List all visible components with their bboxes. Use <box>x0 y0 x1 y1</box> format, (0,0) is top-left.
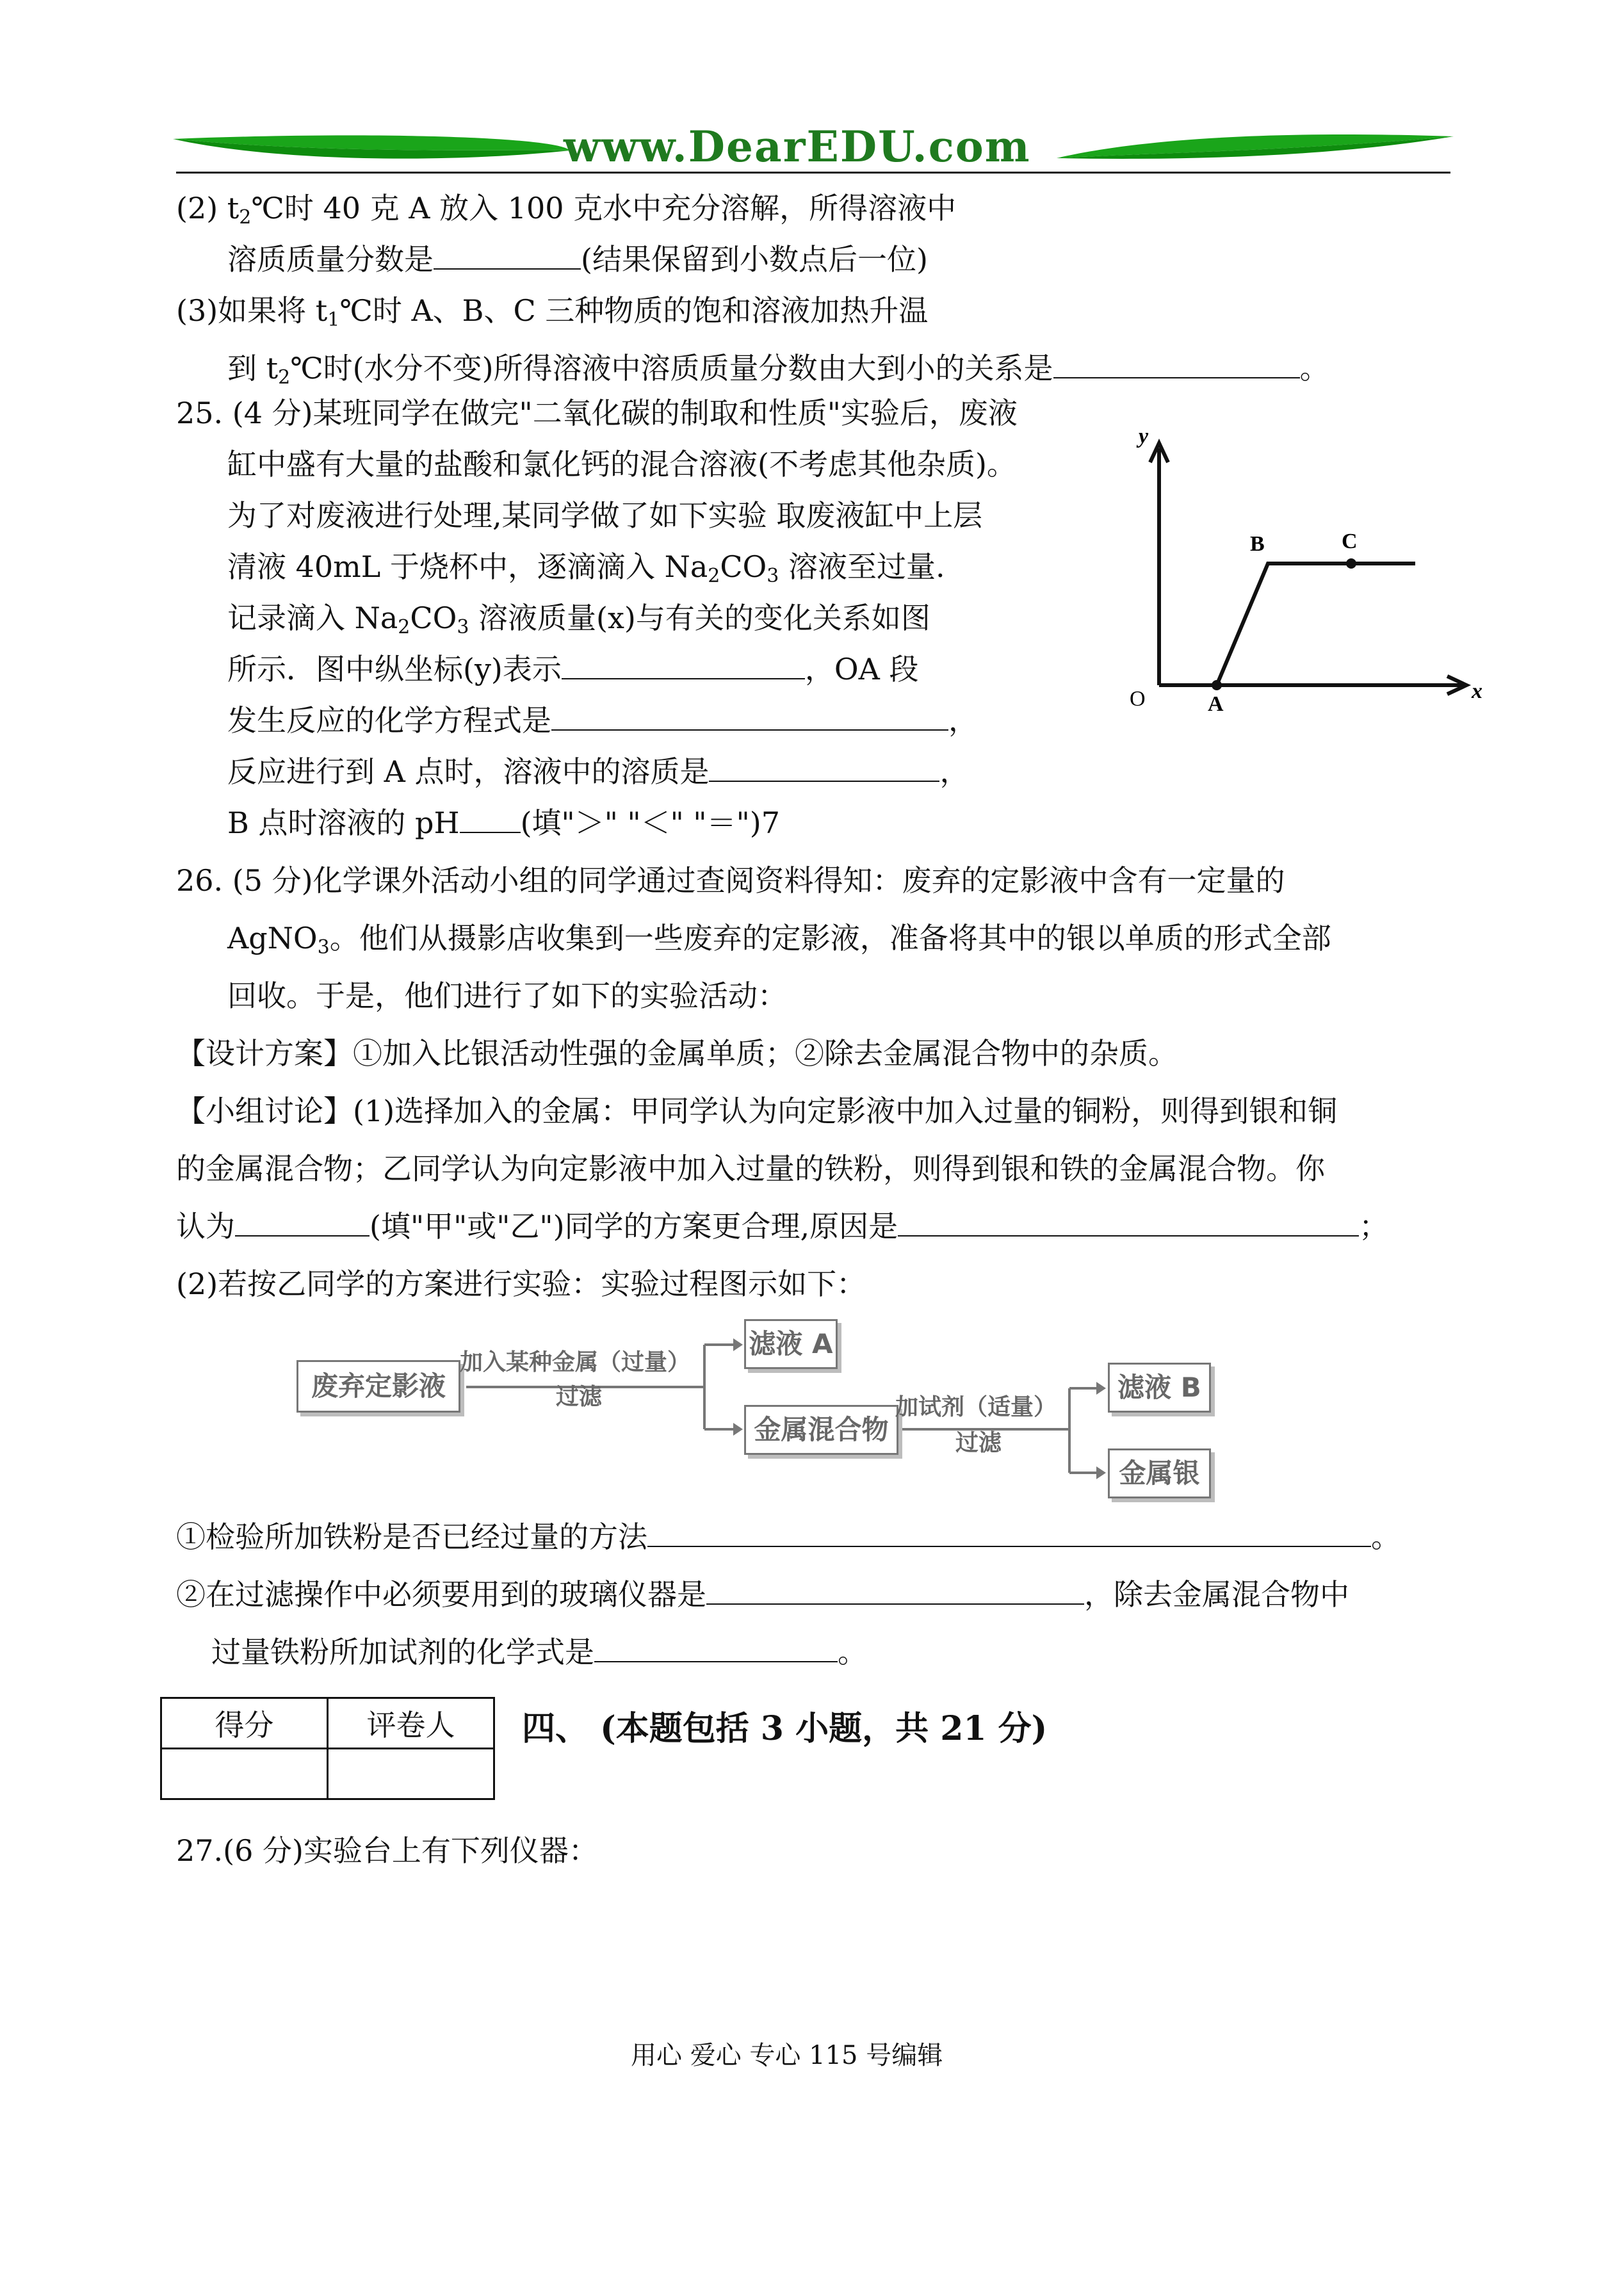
text: (填"＞" "＜" "＝")7 <box>520 806 780 840</box>
subscript: 2 <box>278 366 291 389</box>
subscript: 2 <box>398 616 410 638</box>
q26-line4: 【设计方案】①加入比银活动性强的金属单质；②除去金属混合物中的杂质。 <box>176 1036 1178 1071</box>
origin-label: O <box>1130 687 1146 711</box>
q26-line5: 【小组讨论】(1)选择加入的金属：甲同学认为向定影液中加入过量的铜粉，则得到银和铜 <box>176 1094 1338 1128</box>
text: CO <box>410 601 457 635</box>
q26-line6: 的金属混合物；乙同学认为向定影液中加入过量的铁粉，则得到银和铁的金属混合物。你 <box>176 1151 1325 1186</box>
text: 清液 40mL 于烧杯中，逐滴滴入 Na <box>227 549 708 584</box>
text: ℃时(水分不变)所得溶液中溶质质量分数由大到小的关系是 <box>290 351 1053 385</box>
point-c-label: C <box>1342 530 1358 553</box>
text: (3)如果将 t <box>176 293 328 328</box>
text: ，OA 段 <box>804 652 919 686</box>
q25-line6 <box>227 650 918 688</box>
text: 。他们从摄影店收集到一些废弃的定影液，准备将其中的银以单质的形式全部 <box>329 921 1331 955</box>
score-table <box>160 1697 495 1800</box>
x-axis-label: x <box>1472 679 1482 703</box>
grader-cell[interactable] <box>328 1749 494 1799</box>
q25-line5 <box>227 599 930 637</box>
text: (结果保留到小数点后一位) <box>581 242 928 277</box>
q26-line10 <box>176 1575 1349 1614</box>
point-c <box>1346 558 1356 569</box>
q25-line4 <box>227 547 945 586</box>
q25-line7 <box>227 701 978 740</box>
text: CO <box>720 549 767 584</box>
flow-box-filtrate-b: 滤液 B <box>1108 1363 1211 1413</box>
text: AgNO <box>227 921 318 955</box>
subscript: 1 <box>327 309 340 331</box>
point-a <box>1212 680 1222 690</box>
section-4-title: 四、 (本题包括 3 小题，共 21 分) <box>522 1709 1048 1748</box>
text: B 点时溶液的 pH <box>227 806 460 840</box>
answer-blank[interactable] <box>460 804 521 833</box>
q26-line11 <box>211 1633 867 1671</box>
grader-header: 评卷人 <box>328 1698 494 1749</box>
text: 。 <box>838 1635 867 1669</box>
text: (2) t <box>176 191 240 225</box>
text: ， <box>939 754 970 789</box>
flow-box-waste-fixer: 废弃定影液 <box>296 1360 460 1413</box>
text: 到 t <box>227 351 279 385</box>
q25-line3: 为了对废液进行处理,某同学做了如下实验 取废液缸中上层 <box>227 498 983 533</box>
text: 。 <box>1371 1520 1401 1554</box>
text: ， <box>948 703 978 738</box>
q26-line7 <box>176 1207 1388 1245</box>
q26-line2 <box>227 919 1331 957</box>
answer-blank[interactable] <box>709 752 939 782</box>
text: ，除去金属混合物中 <box>1084 1577 1349 1612</box>
subscript: 3 <box>317 936 330 959</box>
subscript: 2 <box>239 206 252 229</box>
text: 。 <box>1299 351 1329 385</box>
text: 溶液至过量. <box>779 549 945 584</box>
text: 溶液质量(x)与有关的变化关系如图 <box>469 601 930 635</box>
subscript: 3 <box>457 616 469 638</box>
answer-blank[interactable] <box>647 1518 1371 1547</box>
q26-line3: 回收。于是，他们进行了如下的实验活动： <box>227 978 787 1013</box>
point-b-label: B <box>1250 532 1265 556</box>
flow-step2-label: 加试剂（适量） <box>895 1394 1057 1420</box>
score-header: 得分 <box>161 1698 328 1749</box>
footer-text: 用心 爱心 专心 115 号编辑 <box>631 2041 943 2070</box>
answer-blank[interactable] <box>434 240 581 270</box>
text: ②在过滤操作中必须要用到的玻璃仪器是 <box>176 1577 706 1612</box>
score-cell[interactable] <box>161 1749 328 1799</box>
text: ； <box>1359 1209 1389 1244</box>
answer-blank[interactable] <box>562 650 805 679</box>
q24-part3-line1 <box>176 291 928 330</box>
q25-line1: 25. (4 分)某班同学在做完"二氧化碳的制取和性质"实验后，废液 <box>176 396 1018 430</box>
text: 发生反应的化学方程式是 <box>227 703 551 738</box>
text: ℃时 A、B、C 三种物质的饱和溶液加热升温 <box>339 293 929 328</box>
q27-line1: 27.(6 分)实验台上有下列仪器： <box>176 1833 598 1868</box>
q25-line2: 缸中盛有大量的盐酸和氯化钙的混合溶液(不考虑其他杂质)。 <box>227 447 1016 482</box>
q24-part3-line2 <box>227 349 1329 387</box>
q25-line9 <box>227 804 780 842</box>
text: 过量铁粉所加试剂的化学式是 <box>211 1635 594 1669</box>
q26-line8: (2)若按乙同学的方案进行实验：实验过程图示如下： <box>176 1267 866 1301</box>
text: 溶质质量分数是 <box>227 242 434 277</box>
text: 反应进行到 A 点时，溶液中的溶质是 <box>227 754 710 789</box>
q25-graph <box>1114 429 1498 724</box>
answer-blank[interactable] <box>898 1207 1359 1237</box>
answer-blank[interactable] <box>235 1207 369 1237</box>
point-a-label: A <box>1208 692 1224 716</box>
q25-line8 <box>227 752 969 791</box>
answer-blank[interactable] <box>594 1633 838 1662</box>
answer-blank[interactable] <box>706 1575 1084 1605</box>
q26-line1: 26. (5 分)化学课外活动小组的同学通过查阅资料得知：废弃的定影液中含有一定量的 <box>176 863 1285 898</box>
q24-part2-line1 <box>176 189 956 227</box>
text: 认为 <box>176 1209 235 1244</box>
y-axis-label: y <box>1139 429 1149 448</box>
answer-blank[interactable] <box>1053 349 1300 378</box>
text: ①检验所加铁粉是否已经过量的方法 <box>176 1520 647 1554</box>
header-rule <box>176 172 1450 174</box>
text: 记录滴入 Na <box>227 601 398 635</box>
flow-box-filtrate-a: 滤液 A <box>744 1319 838 1369</box>
q24-part2-line2 <box>227 240 928 279</box>
subscript: 3 <box>767 565 779 587</box>
text: ℃时 40 克 A 放入 100 克水中充分溶解，所得溶液中 <box>251 191 957 225</box>
subscript: 2 <box>708 565 720 587</box>
flow-step2-sublabel: 过滤 <box>955 1430 1002 1456</box>
flow-step1-sublabel: 过滤 <box>556 1384 603 1410</box>
curve <box>1217 564 1415 685</box>
site-logo: www.DearEDU.com <box>564 122 1031 172</box>
answer-blank[interactable] <box>551 701 948 731</box>
flow-step1-label: 加入某种金属（过量） <box>460 1349 691 1375</box>
flow-box-silver: 金属银 <box>1108 1448 1211 1498</box>
q26-line9 <box>176 1518 1401 1556</box>
text: (填"甲"或"乙")同学的方案更合理,原因是 <box>369 1209 898 1244</box>
flow-box-metal-mixture: 金属混合物 <box>744 1405 898 1455</box>
text: 所示．图中纵坐标(y)表示 <box>227 652 562 686</box>
